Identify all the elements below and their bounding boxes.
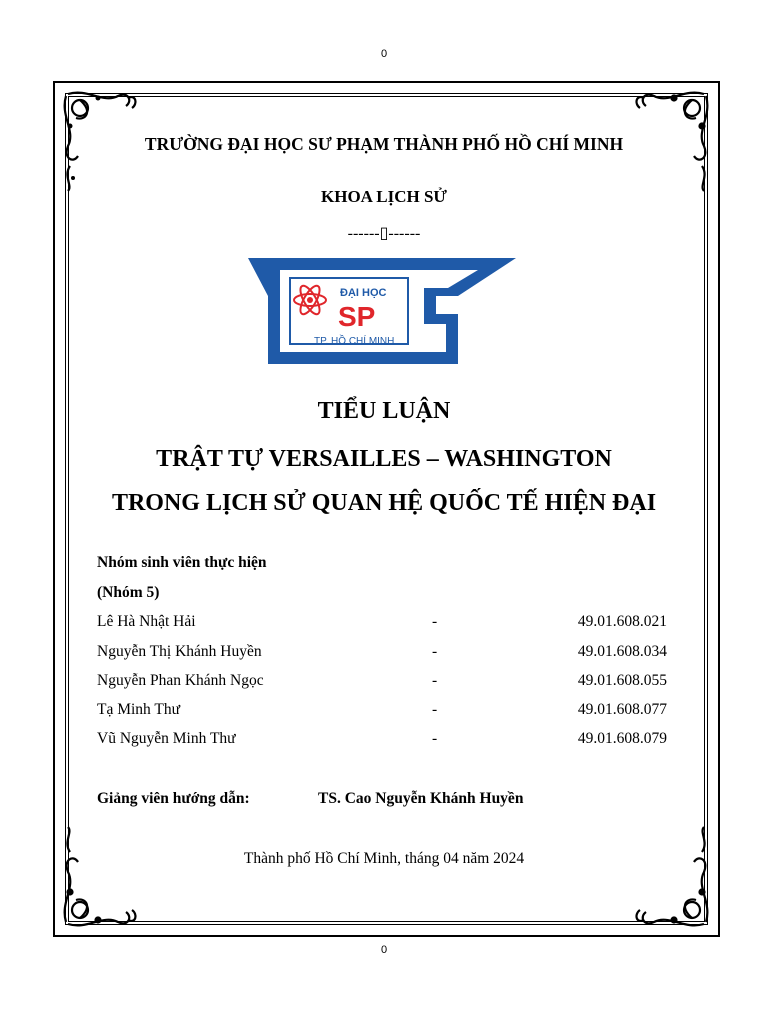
logo-line2: SP	[338, 301, 376, 332]
member-id: 49.01.608.034	[577, 643, 667, 660]
member-row	[97, 701, 667, 723]
logo-line1: ĐẠI HỌC	[340, 287, 387, 299]
member-name: Tạ Minh Thư	[97, 701, 181, 718]
document-type: TIỂU LUẬN	[317, 398, 451, 424]
member-dash: -	[432, 613, 438, 630]
logo-line3: TP. HỒ CHÍ MINH	[314, 336, 395, 347]
group-number: (Nhóm 5)	[97, 584, 160, 601]
member-name: Lê Hà Nhật Hải	[97, 613, 196, 630]
ornament-bottom-right-icon	[634, 822, 714, 932]
place-date: Thành phố Hồ Chí Minh, tháng 04 năm 2024	[243, 850, 525, 867]
separator: ------▯------	[347, 225, 421, 242]
member-id: 49.01.608.021	[577, 613, 667, 630]
member-id: 49.01.608.055	[577, 672, 667, 689]
title-line-1: TRẬT TỰ VERSAILLES – WASHINGTON	[156, 446, 612, 472]
member-id: 49.01.608.077	[577, 701, 667, 718]
member-row	[97, 672, 667, 694]
ornament-bottom-left-icon	[58, 822, 138, 932]
title-line-2: TRONG LỊCH SỬ QUAN HỆ QUỐC TẾ HIỆN ĐẠI	[111, 490, 657, 516]
advisor-label: Giảng viên hướng dẫn:	[97, 790, 250, 807]
member-row	[97, 730, 667, 752]
member-dash: -	[432, 643, 438, 660]
member-dash: -	[432, 730, 438, 747]
member-name: Vũ Nguyễn Minh Thư	[97, 730, 236, 747]
advisor-name: TS. Cao Nguyễn Khánh Huyền	[318, 790, 524, 807]
member-dash: -	[432, 672, 438, 689]
university-name: TRƯỜNG ĐẠI HỌC SƯ PHẠM THÀNH PHỐ HỒ CHÍ MINH	[144, 134, 624, 154]
member-dash: -	[432, 701, 438, 718]
member-id: 49.01.608.079	[577, 730, 667, 747]
header-page-number: 0	[380, 48, 388, 60]
university-logo	[248, 256, 516, 368]
footer-page-number: 0	[380, 944, 388, 956]
group-label: Nhóm sinh viên thực hiện	[97, 554, 267, 571]
faculty-name: KHOA LỊCH SỬ	[321, 187, 447, 206]
member-name: Nguyễn Thị Khánh Huyền	[97, 643, 262, 660]
member-name: Nguyễn Phan Khánh Ngọc	[97, 672, 264, 689]
member-row	[97, 613, 667, 635]
member-row	[97, 643, 667, 665]
